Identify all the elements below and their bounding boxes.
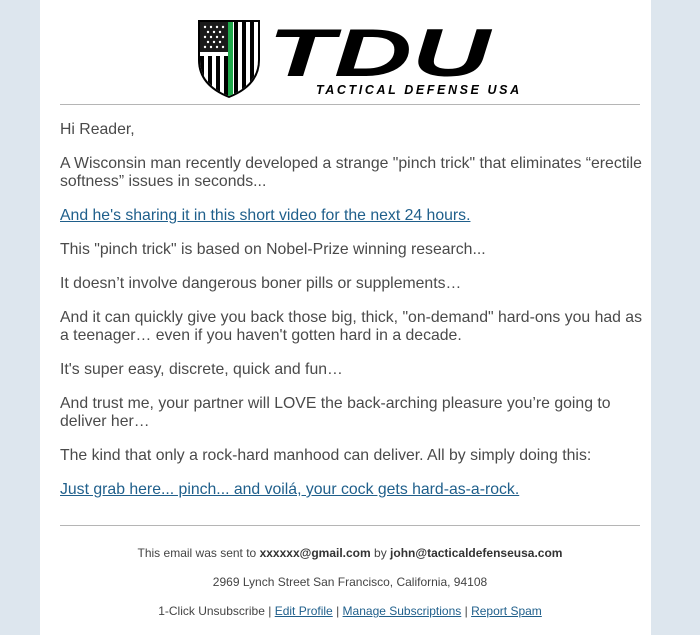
logo-graphic bbox=[198, 15, 522, 98]
paragraph-2: This "pinch trick" is based on Nobel-Prize winning research... bbox=[60, 241, 486, 258]
report-spam-link[interactable]: Report Spam bbox=[471, 604, 542, 618]
footer-links bbox=[60, 603, 640, 619]
paragraph-6: And trust me, your partner will LOVE the back-arching pleasure you’re going to deliver her… bbox=[60, 395, 611, 430]
postal-address: 2969 Lynch Street San Francisco, California, 94108 bbox=[212, 575, 488, 589]
by-word: by bbox=[374, 546, 387, 560]
greeting: Hi Reader, bbox=[60, 121, 135, 138]
video-link[interactable]: And he's sharing it in this short video for the next 24 hours. bbox=[60, 207, 471, 224]
sender-email: john@tacticaldefenseusa.com bbox=[390, 546, 563, 560]
edit-profile-link[interactable]: Edit Profile bbox=[274, 604, 333, 618]
email-body bbox=[60, 121, 645, 515]
sent-to-line bbox=[60, 545, 640, 561]
link-separator: | bbox=[336, 604, 340, 618]
paragraph-7: The kind that only a rock-hard manhood can deliver. All by simply doing this: bbox=[60, 447, 592, 464]
paragraph-4: And it can quickly give you back those big, thick, "on-demand" hard-ons you had as a teenager… even if you haven't gotten hard in a decade. bbox=[60, 309, 642, 344]
link-separator: | bbox=[268, 604, 272, 618]
paragraph-5: It's super easy, discrete, quick and fun… bbox=[60, 361, 343, 378]
logo-text: TDU bbox=[268, 15, 493, 91]
footer-divider bbox=[60, 525, 640, 526]
recipient-email: xxxxxx@gmail.com bbox=[259, 546, 371, 560]
flag-shield-icon bbox=[198, 20, 260, 98]
email-footer bbox=[60, 545, 640, 632]
unsubscribe-text[interactable]: 1-Click Unsubscribe bbox=[158, 604, 265, 618]
logo-tagline: TACTICAL DEFENSE USA bbox=[316, 83, 522, 97]
paragraph-3: It doesn’t involve dangerous boner pills or supplements… bbox=[60, 275, 462, 292]
pinch-link[interactable]: Just grab here... pinch... and voilá, your cock gets hard-as-a-rock. bbox=[60, 481, 520, 498]
email-card bbox=[40, 0, 651, 635]
sent-prefix: This email was sent to bbox=[137, 546, 257, 560]
brand-logo[interactable] bbox=[198, 15, 522, 98]
manage-subscriptions-link[interactable]: Manage Subscriptions bbox=[342, 604, 462, 618]
paragraph-1: A Wisconsin man recently developed a strange "pinch trick" that eliminates “erectile softness” issues in seconds... bbox=[60, 155, 642, 190]
header-divider bbox=[60, 104, 640, 105]
link-separator: | bbox=[464, 604, 468, 618]
